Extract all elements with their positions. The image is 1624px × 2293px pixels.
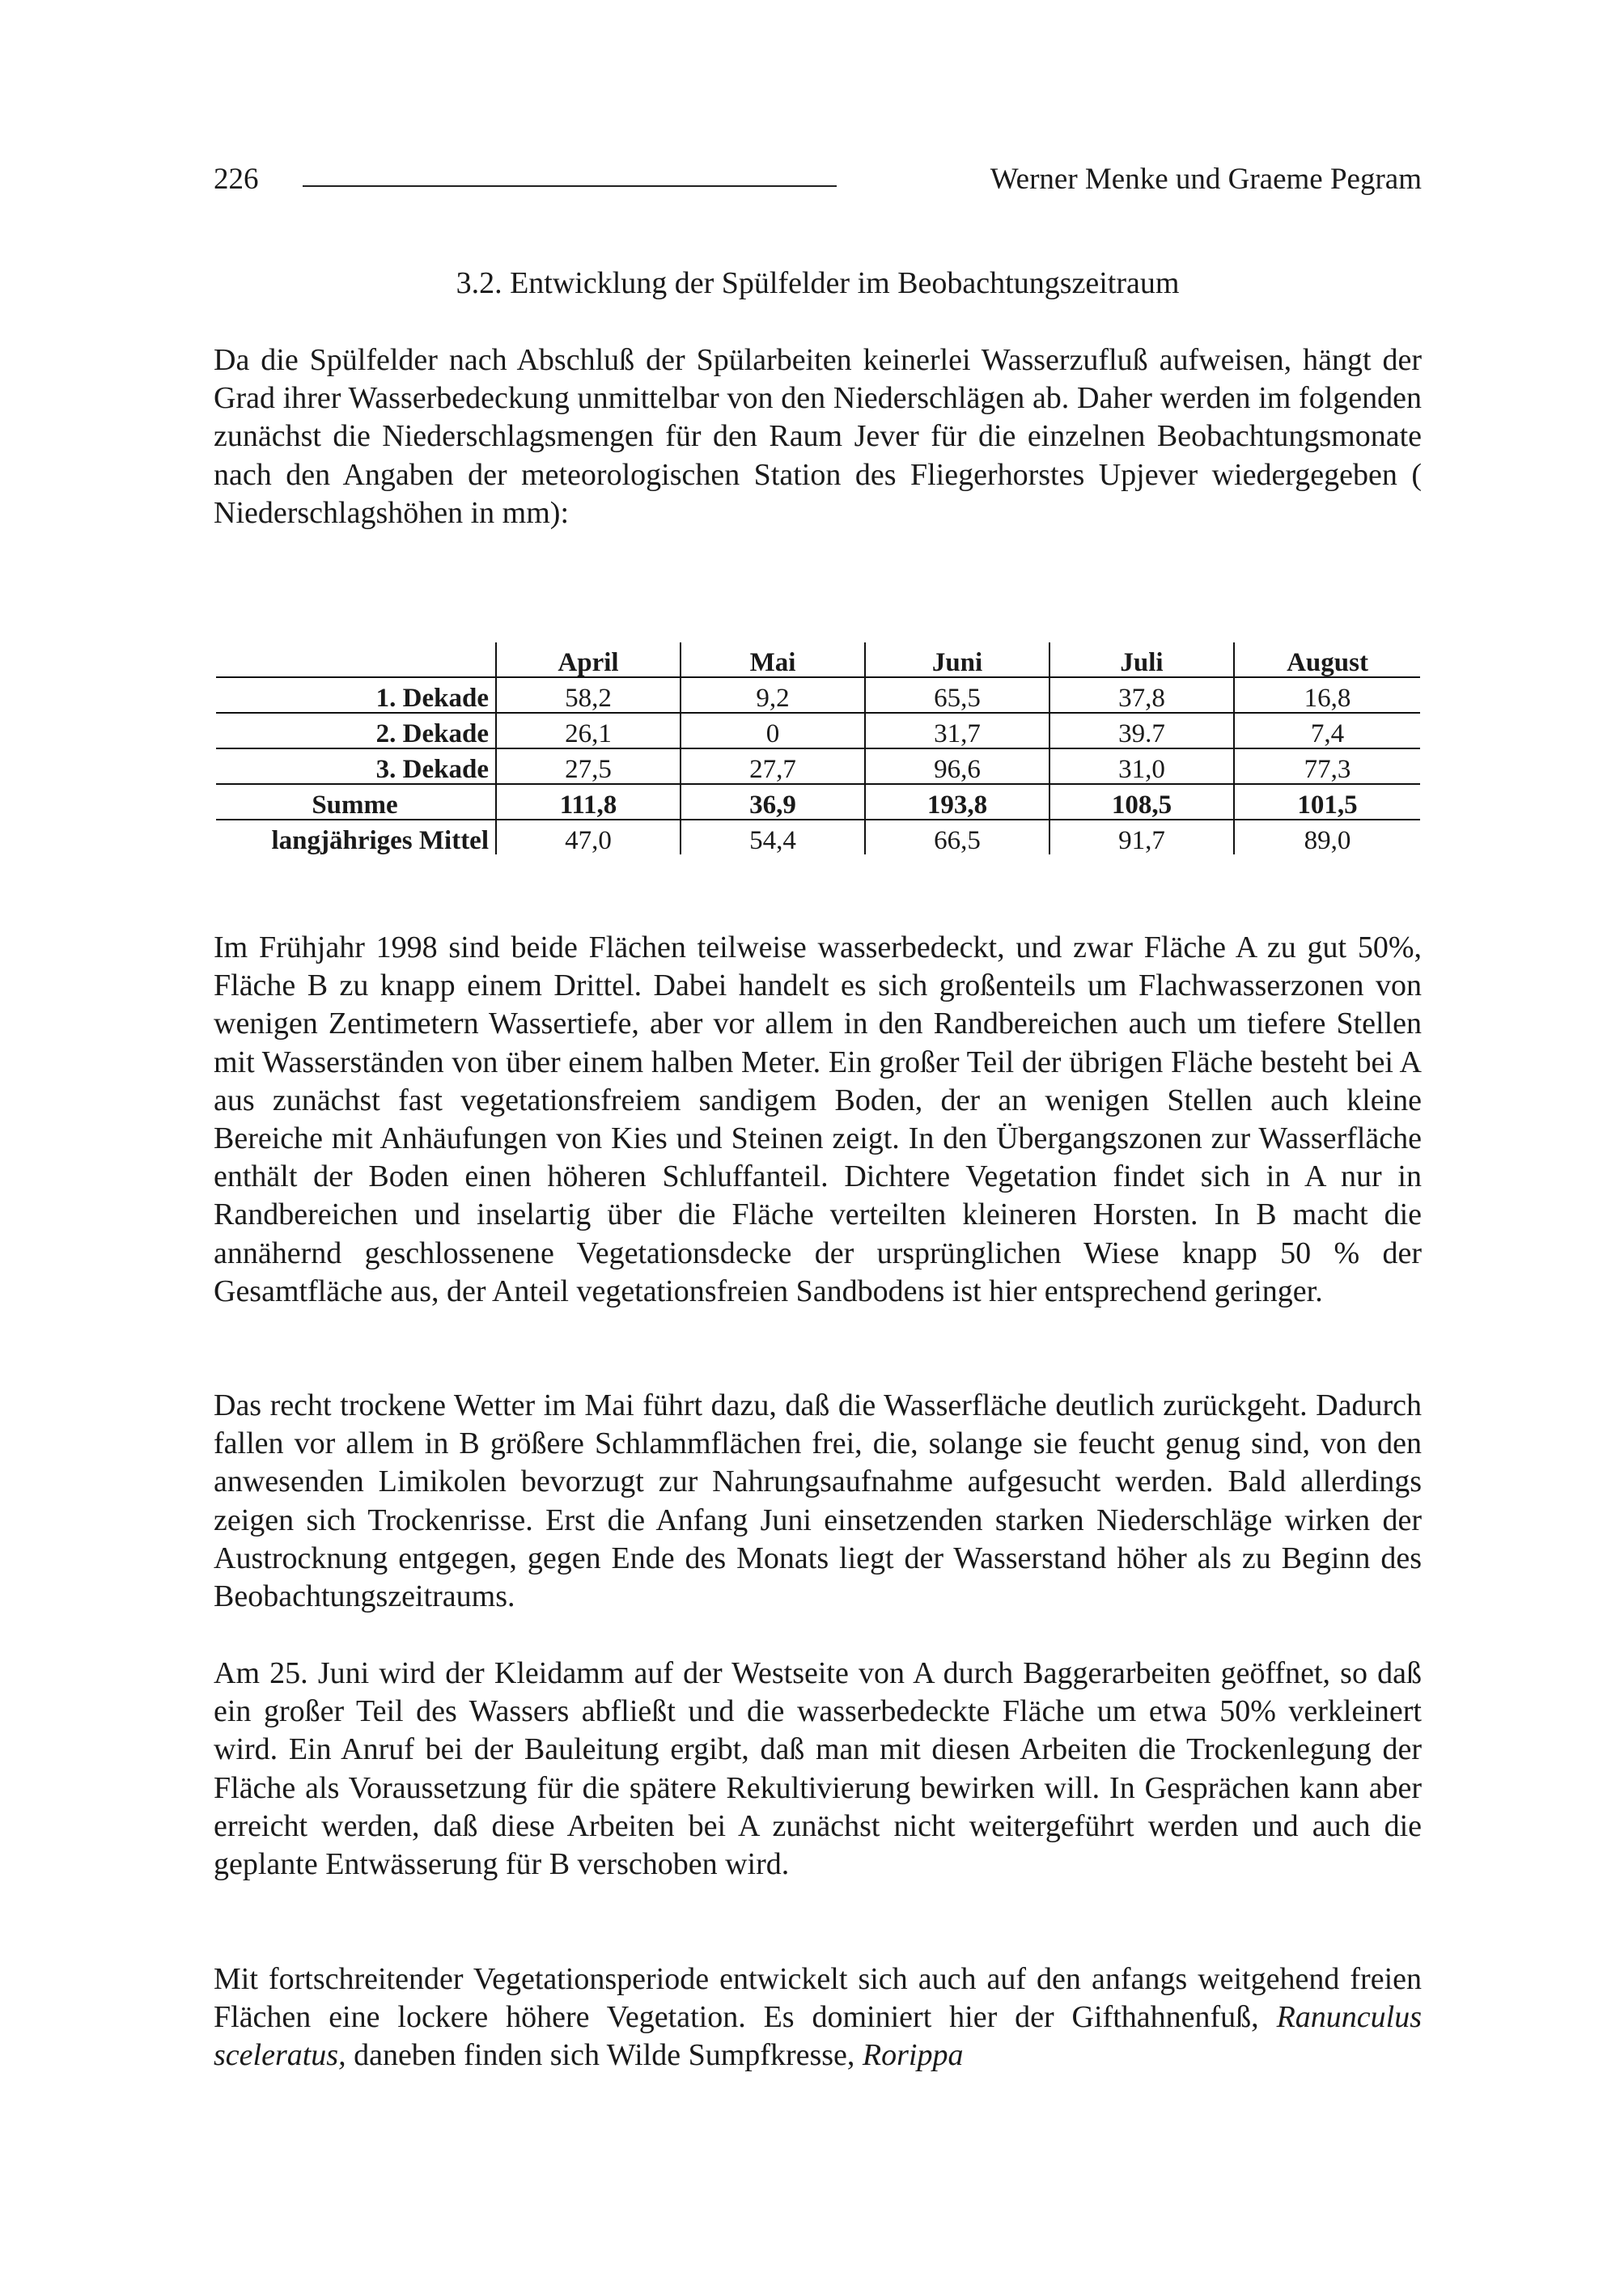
column-header: April: [496, 642, 681, 677]
column-header: August: [1234, 642, 1420, 677]
table-cell: 66,5: [865, 820, 1049, 854]
table-cell: 65,5: [865, 677, 1049, 713]
running-title: Werner Menke und Graeme Pegram: [990, 163, 1422, 196]
table-cell: 39.7: [1049, 713, 1234, 748]
header-rule: [303, 185, 837, 187]
table-cell: 96,6: [865, 748, 1049, 784]
paragraph-text: daneben finden sich Wilde Sumpfkresse,: [354, 2038, 855, 2073]
table-cell: 101,5: [1234, 784, 1420, 820]
table-cell: 7,4: [1234, 713, 1420, 748]
paragraph-may-weather: Das recht trockene Wetter im Mai führt dazu, daß die Wasserfläche deutlich zurückgeht. Dadurch fallen vor allem in B größere Schlammflächen frei, die, solange sie feucht genug sind, von den anwesenden Limikolen bevorzugt zur Nahrungsaufnahme aufgesucht werden. Bald allerdings zeigen sich Trockenrisse. Erst die Anfang Juni einsetzenden starken Niederschläge wirken der Austrocknung entgegen, gegen Ende des Monats liegt der Wasserstand höher als zu Beginn des Beobachtungszeitraums.: [214, 1388, 1422, 1614]
row-label: 2. Dekade: [216, 713, 496, 748]
table-cell: 37,8: [1049, 677, 1234, 713]
table-cell: 16,8: [1234, 677, 1420, 713]
paragraph-intro: Da die Spülfelder nach Abschluß der Spülarbeiten keinerlei Wasserzufluß aufweisen, hängt der Grad ihrer Wasserbedeckung unmittelbar von den Niederschlägen ab. Daher werden im folgenden zunächst die Niederschlagsmengen für den Raum Jever für die einzelnen Beobachtungsmonate nach den Angaben der meteorologischen Station des Fliegerhorstes Upjever wiedergegeben ( Niederschlagshöhen in mm):: [214, 343, 1422, 530]
table-cell: 89,0: [1234, 820, 1420, 854]
table-cell: 47,0: [496, 820, 681, 854]
table-cell: 36,9: [681, 784, 865, 820]
section-heading: 3.2. Entwicklung der Spülfelder im Beobachtungszeitraum: [456, 266, 1180, 300]
page-number: 226: [214, 163, 259, 196]
table-header-row: [216, 642, 1420, 677]
table-cell: 0: [681, 713, 865, 748]
column-header: Juli: [1049, 642, 1234, 677]
species-name: Ranunculus sceleratus,: [214, 2000, 1422, 2073]
paragraph-vegetation: [214, 1960, 1422, 2075]
table-corner-cell: [216, 642, 496, 677]
table-cell: 54,4: [681, 820, 865, 854]
table-cell: 31,7: [865, 713, 1049, 748]
row-label: 1. Dekade: [216, 677, 496, 713]
table-row-sum: [216, 784, 1420, 820]
column-header: Juni: [865, 642, 1049, 677]
table-row: [216, 713, 1420, 748]
table-cell: 31,0: [1049, 748, 1234, 784]
row-label: langjähriges Mittel: [271, 826, 489, 855]
table-cell: 9,2: [681, 677, 865, 713]
table-cell: 27,5: [496, 748, 681, 784]
table-cell: 77,3: [1234, 748, 1420, 784]
precipitation-table: [216, 642, 1420, 854]
paragraph-text: Mit fortschreitender Vegetationsperiode entwickelt sich auch auf den anfangs weitgehend freien Flächen eine lockere höhere Vegetation. Es dominiert hier der Gifthahnenfuß,: [214, 1962, 1422, 2035]
table-cell: 108,5: [1049, 784, 1234, 820]
table-cell: 58,2: [496, 677, 681, 713]
table-cell: 111,8: [496, 784, 681, 820]
row-label: Summe: [216, 784, 496, 820]
column-header: Mai: [681, 642, 865, 677]
paragraph-june-25: Am 25. Juni wird der Kleidamm auf der Westseite von A durch Baggerarbeiten geöffnet, so daß ein großer Teil des Wassers abfließt und die wasserbedeckte Fläche um etwa 50% verkleinert wird. Ein Anruf bei der Bauleitung ergibt, daß man mit diesen Arbeiten die Trockenlegung der Fläche als Voraussetzung für die spätere Rekultivierung bewirken will. In Gesprächen kann aber erreicht werden, daß diese Arbeiten bei A zunächst nicht weitergeführt werden und auch die geplante Entwässerung für B verschoben wird.: [214, 1656, 1422, 1882]
book-page: [214, 154, 1422, 2225]
table-row: [216, 820, 1420, 854]
table-cell: 26,1: [496, 713, 681, 748]
species-name: Rorippa: [862, 2038, 964, 2073]
paragraph-spring-1998: Im Frühjahr 1998 sind beide Flächen teilweise wasserbedeckt, und zwar Fläche A zu gut 50%, Fläche B zu knapp einem Drittel. Dabei handelt es sich großenteils um Flachwasserzonen von wenigen Zentimetern Wassertiefe, aber vor allem in den Randbereichen auch um tiefere Stellen mit Wasserständen von über einem halben Meter. Ein großer Teil der übrigen Fläche besteht bei A aus zunächst fast vegetationsfreiem sandigem Boden, der an wenigen Stellen auch kleine Bereiche mit Anhäufungen von Kies und Steinen zeigt. In den Übergangszonen zur Wasserfläche enthält der Boden einen höheren Schluffanteil. Dichtere Vegetation findet sich in A nur in Randbereichen und inselartig über die Fläche verteilten kleineren Horsten. In B macht die annähernd geschlossenene Vegetationsdecke der ursprünglichen Wiese knapp 50 % der Gesamtfläche aus, der Anteil vegetationsfreien Sandbodens ist hier entsprechend geringer.: [214, 930, 1422, 1308]
row-label: 3. Dekade: [216, 748, 496, 784]
table-cell: 193,8: [865, 784, 1049, 820]
table-row: [216, 677, 1420, 713]
table-cell: 27,7: [681, 748, 865, 784]
table-cell: 91,7: [1049, 820, 1234, 854]
table-row: [216, 748, 1420, 784]
running-header: [214, 154, 1422, 202]
